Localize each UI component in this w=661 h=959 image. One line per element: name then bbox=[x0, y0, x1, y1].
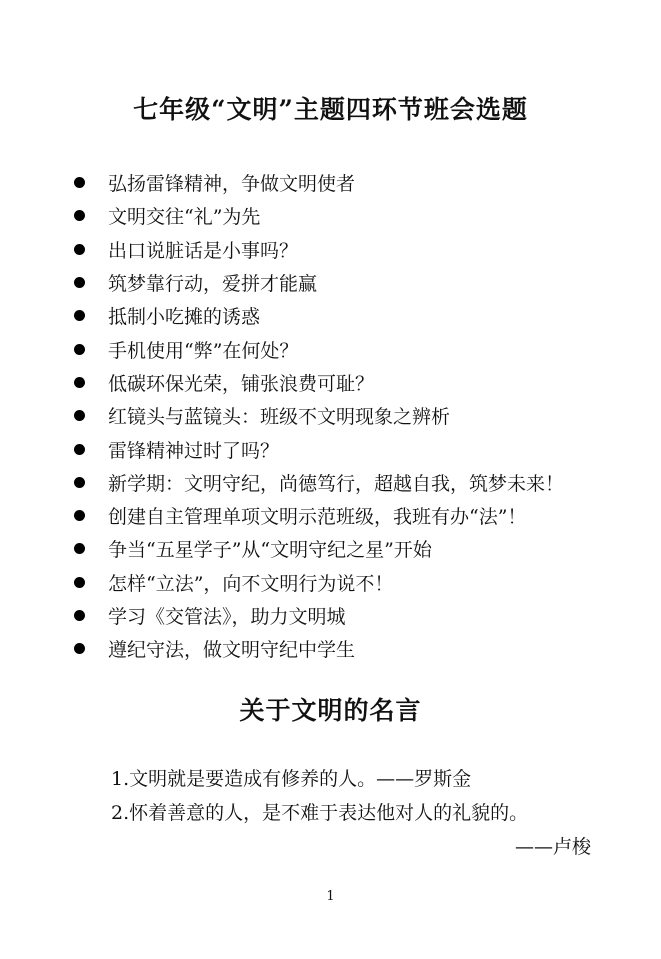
topic-text: 筑梦靠行动，爱拼才能赢 bbox=[108, 273, 318, 296]
topic-text: 抵制小吃摊的诱惑 bbox=[108, 306, 261, 329]
bullet-icon bbox=[74, 177, 85, 188]
list-item bbox=[70, 299, 564, 332]
topic-text: 新学期：文明守纪，尚德笃行，超越自我，筑梦未来！ bbox=[108, 472, 565, 495]
list-item bbox=[70, 233, 564, 266]
list-item bbox=[70, 399, 564, 432]
bullet-icon bbox=[74, 444, 85, 455]
topic-text: 低碳环保光荣，铺张浪费可耻？ bbox=[108, 372, 375, 395]
topic-text: 创建自主管理单项文明示范班级，我班有办“法”！ bbox=[108, 506, 527, 529]
list-item bbox=[70, 199, 564, 232]
bullet-icon bbox=[74, 310, 85, 321]
quote-2-author: ——卢梭 bbox=[514, 836, 591, 858]
topic-text: 怎样“立法”，向不文明行为说不！ bbox=[108, 572, 394, 595]
bullet-icon bbox=[74, 410, 85, 421]
bullet-icon bbox=[74, 577, 85, 588]
topic-text: 雷锋精神过时了吗？ bbox=[108, 439, 280, 462]
topic-text: 弘扬雷锋精神，争做文明使者 bbox=[108, 173, 356, 196]
list-item bbox=[70, 432, 564, 465]
topic-text: 文明交往“礼”为先 bbox=[108, 206, 261, 229]
bullet-icon bbox=[74, 510, 85, 521]
list-item bbox=[70, 466, 564, 499]
bullet-icon bbox=[74, 277, 85, 288]
list-item bbox=[70, 266, 564, 299]
bullet-icon bbox=[74, 643, 85, 654]
list-item bbox=[70, 532, 564, 565]
bullet-icon bbox=[74, 477, 85, 488]
section-title: 关于文明的名言 bbox=[239, 696, 422, 725]
quote-2: 2.怀着善意的人，是不难于表达他对人的礼貌的。 bbox=[111, 802, 529, 824]
bullet-icon bbox=[74, 244, 85, 255]
list-item bbox=[70, 632, 564, 665]
list-item bbox=[70, 599, 564, 632]
topic-text: 遵纪守法，做文明守纪中学生 bbox=[108, 639, 356, 662]
bullet-icon bbox=[74, 210, 85, 221]
topic-list bbox=[70, 166, 564, 665]
quote-1: 1.文明就是要造成有修养的人。——罗斯金 bbox=[111, 768, 472, 790]
bullet-icon bbox=[74, 610, 85, 621]
page-number: 1 bbox=[326, 889, 335, 904]
list-item bbox=[70, 332, 564, 365]
list-item bbox=[70, 499, 564, 532]
topic-text: 红镜头与蓝镜头：班级不文明现象之辨析 bbox=[108, 406, 451, 429]
topic-text: 手机使用“弊”在何处？ bbox=[108, 339, 299, 362]
topic-text: 出口说脏话是小事吗？ bbox=[108, 239, 299, 262]
bullet-icon bbox=[74, 377, 85, 388]
list-item bbox=[70, 566, 564, 599]
list-item bbox=[70, 166, 564, 199]
bullet-icon bbox=[74, 344, 85, 355]
bullet-icon bbox=[74, 543, 85, 554]
topic-text: 争当“五星学子”从“文明守纪之星”开始 bbox=[108, 539, 432, 562]
topic-text: 学习《交管法》，助力文明城 bbox=[108, 606, 346, 628]
document-title: 七年级“文明”主题四环节班会选题 bbox=[133, 95, 528, 124]
list-item bbox=[70, 366, 564, 399]
